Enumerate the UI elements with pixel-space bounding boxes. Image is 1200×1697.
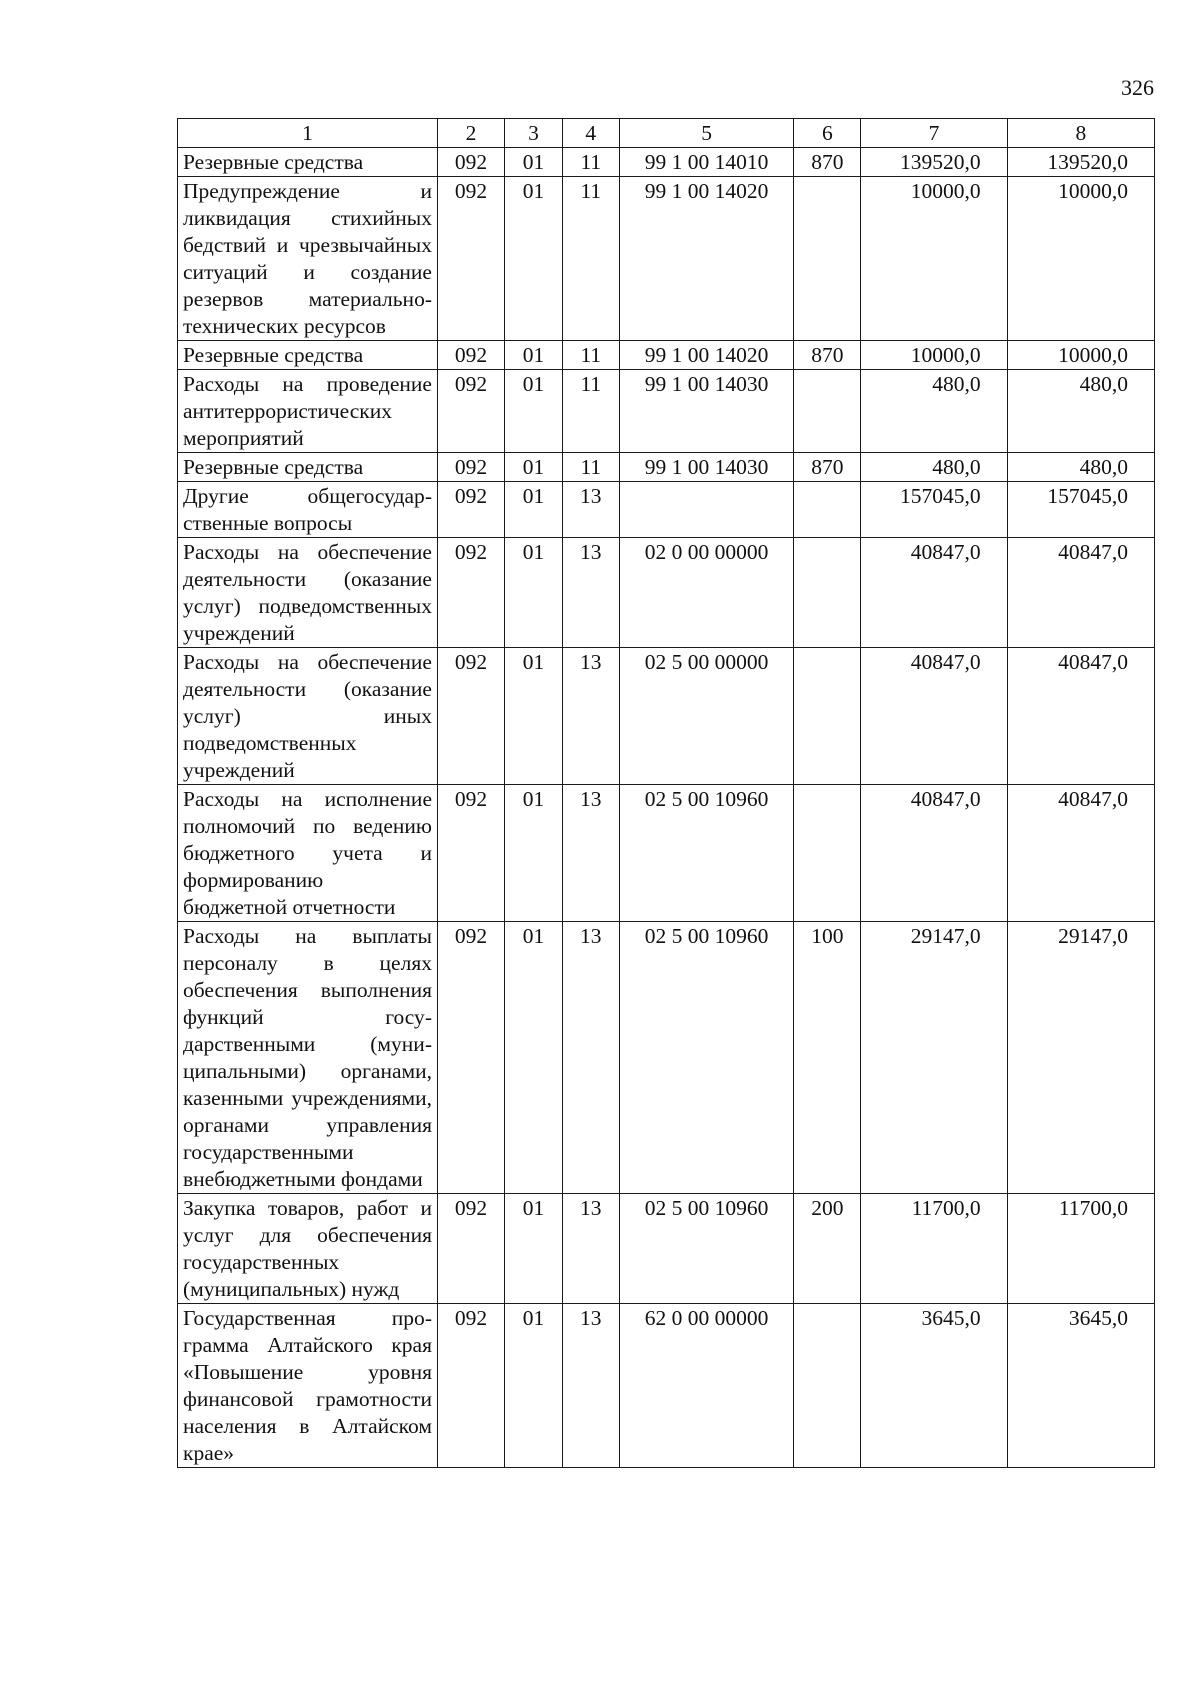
cell-target-article: 99 1 00 14020	[619, 341, 794, 370]
table-row	[178, 922, 1155, 1194]
cell-grbs: 092	[437, 785, 504, 922]
cell-amount-2: 10000,0	[1007, 177, 1154, 341]
cell-name: Расходы на проведение антитеррористических мероприятий	[178, 370, 438, 453]
cell-amount-1: 29147,0	[861, 922, 1007, 1194]
cell-section: 01	[505, 341, 563, 370]
cell-amount-2: 40847,0	[1007, 785, 1154, 922]
table-row	[178, 648, 1155, 785]
cell-subsection: 13	[562, 538, 619, 648]
cell-subsection: 13	[562, 1194, 619, 1304]
cell-grbs: 092	[437, 482, 504, 538]
column-header: 6	[794, 119, 861, 148]
column-header: 3	[505, 119, 563, 148]
table-row	[178, 341, 1155, 370]
cell-name: Другие общегосударственные вопросы	[178, 482, 438, 538]
cell-section: 01	[505, 1194, 563, 1304]
cell-subsection: 13	[562, 785, 619, 922]
cell-subsection: 11	[562, 341, 619, 370]
cell-amount-2: 40847,0	[1007, 648, 1154, 785]
cell-section: 01	[505, 148, 563, 177]
cell-amount-1: 139520,0	[861, 148, 1007, 177]
cell-expense-type	[794, 538, 861, 648]
table-row	[178, 1304, 1155, 1468]
cell-grbs: 092	[437, 1194, 504, 1304]
cell-target-article: 99 1 00 14030	[619, 453, 794, 482]
cell-amount-1: 40847,0	[861, 785, 1007, 922]
cell-name: Резервные средства	[178, 453, 438, 482]
header-row	[178, 119, 1155, 148]
cell-name: Резервные средства	[178, 148, 438, 177]
page-number: 326	[1121, 75, 1154, 100]
cell-amount-1: 480,0	[861, 453, 1007, 482]
cell-expense-type	[794, 370, 861, 453]
cell-subsection: 11	[562, 177, 619, 341]
cell-amount-2: 139520,0	[1007, 148, 1154, 177]
cell-amount-1: 157045,0	[861, 482, 1007, 538]
cell-subsection: 11	[562, 453, 619, 482]
cell-section: 01	[505, 177, 563, 341]
cell-target-article: 02 5 00 10960	[619, 785, 794, 922]
cell-amount-2: 3645,0	[1007, 1304, 1154, 1468]
cell-section: 01	[505, 370, 563, 453]
cell-grbs: 092	[437, 1304, 504, 1468]
table-row	[178, 370, 1155, 453]
table-body	[178, 148, 1155, 1468]
cell-amount-2: 40847,0	[1007, 538, 1154, 648]
cell-subsection: 13	[562, 648, 619, 785]
table-row	[178, 1194, 1155, 1304]
cell-name: Предупреждение и ликвидация стихийных бедствий и чрезвычайных ситуаций и создание резервов материально-технических ресурсов	[178, 177, 438, 341]
cell-name: Расходы на выплаты персоналу в целях обеспечения выполнения функций государственными (муниципальными) органами, казенными учреждениями, органами управления государственными внебюджетными фондами	[178, 922, 438, 1194]
cell-section: 01	[505, 482, 563, 538]
cell-section: 01	[505, 453, 563, 482]
cell-amount-2: 480,0	[1007, 453, 1154, 482]
cell-amount-1: 40847,0	[861, 648, 1007, 785]
cell-amount-1: 10000,0	[861, 341, 1007, 370]
cell-amount-2: 29147,0	[1007, 922, 1154, 1194]
cell-target-article: 02 0 00 00000	[619, 538, 794, 648]
table-row	[178, 538, 1155, 648]
cell-grbs: 092	[437, 538, 504, 648]
cell-target-article: 99 1 00 14030	[619, 370, 794, 453]
cell-grbs: 092	[437, 177, 504, 341]
table-row	[178, 177, 1155, 341]
cell-grbs: 092	[437, 922, 504, 1194]
cell-grbs: 092	[437, 453, 504, 482]
column-header: 4	[562, 119, 619, 148]
column-header: 5	[619, 119, 794, 148]
table-header	[178, 119, 1155, 148]
cell-expense-type	[794, 648, 861, 785]
cell-amount-2: 10000,0	[1007, 341, 1154, 370]
cell-expense-type: 870	[794, 341, 861, 370]
cell-amount-1: 480,0	[861, 370, 1007, 453]
cell-amount-1: 40847,0	[861, 538, 1007, 648]
table-row	[178, 453, 1155, 482]
cell-subsection: 13	[562, 922, 619, 1194]
cell-subsection: 13	[562, 482, 619, 538]
cell-expense-type: 100	[794, 922, 861, 1194]
table-row	[178, 482, 1155, 538]
cell-section: 01	[505, 785, 563, 922]
cell-name: Закупка товаров, работ и услуг для обеспечения государственных (муниципальных) нужд	[178, 1194, 438, 1304]
cell-name: Резервные средства	[178, 341, 438, 370]
cell-target-article: 02 5 00 10960	[619, 1194, 794, 1304]
cell-grbs: 092	[437, 370, 504, 453]
cell-expense-type	[794, 482, 861, 538]
cell-grbs: 092	[437, 148, 504, 177]
cell-expense-type: 870	[794, 453, 861, 482]
cell-grbs: 092	[437, 648, 504, 785]
cell-expense-type	[794, 177, 861, 341]
cell-name: Расходы на обеспечение деятельности (оказание услуг) подведомственных учреждений	[178, 538, 438, 648]
cell-subsection: 11	[562, 370, 619, 453]
cell-amount-2: 11700,0	[1007, 1194, 1154, 1304]
budget-table	[177, 118, 1155, 1468]
cell-target-article: 62 0 00 00000	[619, 1304, 794, 1468]
cell-section: 01	[505, 648, 563, 785]
cell-subsection: 13	[562, 1304, 619, 1468]
cell-expense-type	[794, 785, 861, 922]
cell-section: 01	[505, 1304, 563, 1468]
cell-expense-type: 200	[794, 1194, 861, 1304]
cell-expense-type	[794, 1304, 861, 1468]
column-header: 2	[437, 119, 504, 148]
cell-name: Расходы на исполнение полномочий по ведению бюджетного учета и формированию бюджетной отчетности	[178, 785, 438, 922]
column-header: 7	[861, 119, 1007, 148]
column-header: 8	[1007, 119, 1154, 148]
cell-name: Государственная программа Алтайского края «Повышение уровня финансовой грамотности населения в Алтайском крае»	[178, 1304, 438, 1468]
cell-amount-1: 10000,0	[861, 177, 1007, 341]
cell-target-article: 99 1 00 14020	[619, 177, 794, 341]
cell-name: Расходы на обеспечение деятельности (оказание услуг) иных подведомственных учреждений	[178, 648, 438, 785]
cell-target-article: 02 5 00 10960	[619, 922, 794, 1194]
cell-expense-type: 870	[794, 148, 861, 177]
cell-target-article: 02 5 00 00000	[619, 648, 794, 785]
cell-amount-2: 157045,0	[1007, 482, 1154, 538]
cell-amount-1: 3645,0	[861, 1304, 1007, 1468]
cell-section: 01	[505, 538, 563, 648]
cell-target-article: 99 1 00 14010	[619, 148, 794, 177]
table-row	[178, 148, 1155, 177]
column-header: 1	[178, 119, 438, 148]
table-row	[178, 785, 1155, 922]
cell-amount-1: 11700,0	[861, 1194, 1007, 1304]
cell-grbs: 092	[437, 341, 504, 370]
cell-section: 01	[505, 922, 563, 1194]
cell-subsection: 11	[562, 148, 619, 177]
cell-target-article	[619, 482, 794, 538]
cell-amount-2: 480,0	[1007, 370, 1154, 453]
